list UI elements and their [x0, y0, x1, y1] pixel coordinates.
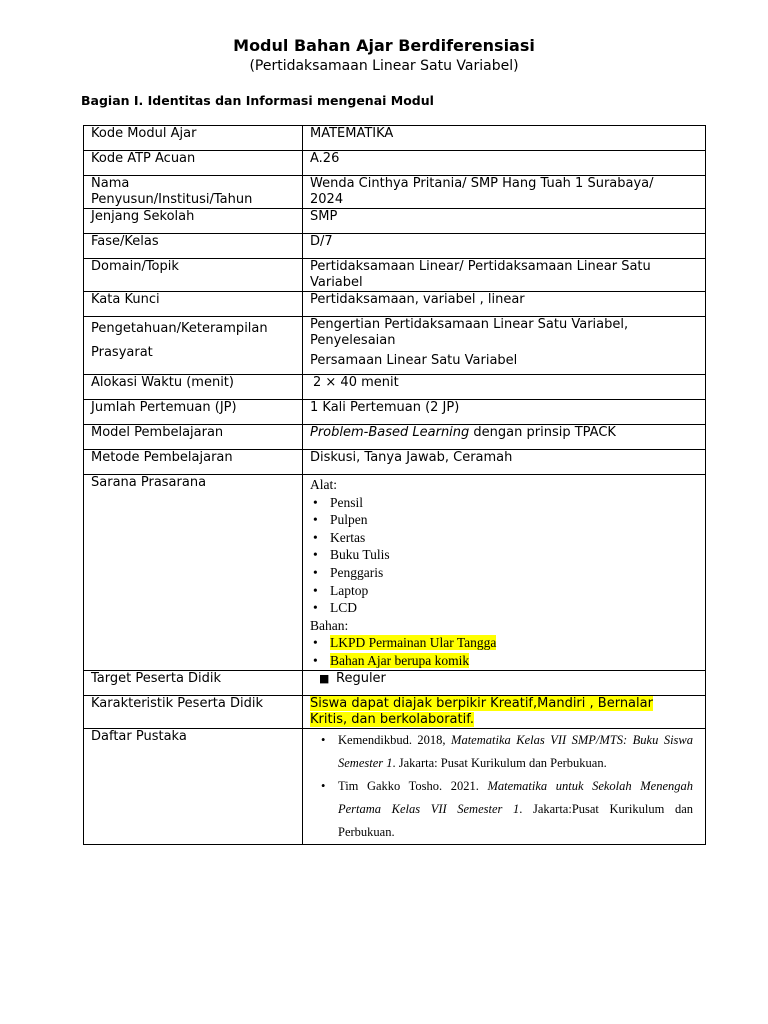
table-row — [84, 375, 706, 400]
label-line: Nama — [91, 176, 130, 191]
table-row — [84, 234, 706, 259]
row-value: 2 × 40 menit — [303, 375, 706, 400]
table-row — [84, 176, 706, 209]
table-row — [84, 317, 706, 375]
row-value: MATEMATIKA — [303, 126, 706, 151]
document-subtitle: (Pertidaksamaan Linear Satu Variabel) — [249, 58, 519, 74]
model-rest: dengan prinsip TPACK — [469, 425, 616, 440]
row-value: A.26 — [303, 151, 706, 176]
table-row — [84, 400, 706, 425]
list-item — [330, 652, 698, 670]
table-row — [84, 450, 706, 475]
alat-list — [310, 494, 698, 617]
highlighted-text: LKPD Permainan Ular Tangga — [330, 635, 497, 651]
section-heading: Bagian I. Identitas dan Informasi mengenai Modul — [81, 93, 434, 108]
row-value: Diskusi, Tanya Jawab, Ceramah — [303, 450, 706, 475]
ref-title: Matematika untuk Sekolah Menengah Pertama Kelas VII Semester 1 — [338, 778, 693, 816]
label-line: Prasyarat — [91, 345, 153, 360]
row-label: Daftar Pustaka — [84, 728, 303, 844]
value-line: Penyelesaian — [310, 333, 396, 348]
reference-item — [338, 729, 693, 775]
row-value: 1 Kali Pertemuan (2 JP) — [303, 400, 706, 425]
table-row — [84, 259, 706, 292]
row-value — [303, 259, 706, 292]
table-row — [84, 695, 706, 728]
row-label: Metode Pembelajaran — [84, 450, 303, 475]
row-label: Jenjang Sekolah — [84, 209, 303, 234]
row-value: SMP — [303, 209, 706, 234]
row-label: Sarana Prasarana — [84, 475, 303, 671]
ref-author: Kemendikbud. 2018, — [338, 732, 452, 747]
list-item: • Pensil — [330, 494, 698, 512]
row-value: D/7 — [303, 234, 706, 259]
value-line: Variabel — [310, 275, 363, 290]
row-value — [303, 728, 706, 844]
row-label: Karakteristik Peserta Didik — [84, 695, 303, 728]
row-value — [303, 317, 706, 375]
row-value — [303, 475, 706, 671]
ref-author: Tim Gakko Tosho. 2021. — [338, 778, 488, 793]
list-item: • Kertas — [330, 529, 698, 547]
row-label: Target Peserta Didik — [84, 670, 303, 695]
value-line: Wenda Cinthya Pritania/ SMP Hang Tuah 1 Surabaya/ — [310, 176, 654, 191]
row-value — [303, 695, 706, 728]
list-item: • Buku Tulis — [330, 546, 698, 564]
reference-item — [338, 775, 693, 844]
bahan-list — [310, 634, 698, 669]
ref-title: Matematika Kelas VII SMP/MTS: Buku Siswa Semester 1 — [338, 732, 694, 770]
row-label: Kode Modul Ajar — [84, 126, 303, 151]
table-row — [84, 425, 706, 450]
highlighted-text: Kritis, dan berkolaboratif. — [310, 711, 474, 727]
list-item: • Pulpen — [330, 511, 698, 529]
row-label: Kata Kunci — [84, 292, 303, 317]
value-line: Pengertian Pertidaksamaan Linear Satu Variabel, — [310, 317, 629, 332]
list-item: • Penggaris — [330, 564, 698, 582]
row-value — [303, 176, 706, 209]
value-line: Pertidaksamaan Linear/ Pertidaksamaan Linear Satu — [310, 259, 651, 274]
label-line: Pengetahuan/Keterampilan — [91, 321, 268, 336]
row-label: Jumlah Pertemuan (JP) — [84, 400, 303, 425]
table-row — [84, 151, 706, 176]
table-row — [84, 209, 706, 234]
row-value: Pertidaksamaan, variabel , linear — [303, 292, 706, 317]
highlighted-text: Siswa dapat diajak berpikir Kreatif,Mandiri , Bernalar — [310, 695, 653, 711]
value-line: Persamaan Linear Satu Variabel — [310, 353, 518, 368]
list-item: • LCD — [330, 599, 698, 617]
table-row — [84, 126, 706, 151]
alat-heading: Alat: — [310, 477, 337, 492]
row-label: Domain/Topik — [84, 259, 303, 292]
document-title: Modul Bahan Ajar Berdiferensiasi — [233, 36, 535, 55]
row-label: Fase/Kelas — [84, 234, 303, 259]
ref-publisher: . Jakarta: Pusat Kurikulum dan Perbukuan. — [392, 755, 607, 770]
row-label: Kode ATP Acuan — [84, 151, 303, 176]
ref-publisher: . Jakarta:Pusat Kurikulum dan Perbukuan. — [338, 801, 693, 839]
bahan-heading: Bahan: — [310, 617, 349, 633]
reference-list — [310, 729, 693, 844]
target-list — [310, 671, 698, 687]
list-item: ■ Reguler — [336, 671, 698, 687]
row-label — [84, 317, 303, 375]
model-italic: Problem-Based Learning — [310, 425, 470, 440]
module-identity-table — [83, 125, 706, 845]
table-row — [84, 475, 706, 671]
list-item — [330, 634, 698, 652]
row-label: Alokasi Waktu (menit) — [84, 375, 303, 400]
table-row — [84, 728, 706, 844]
row-value — [303, 670, 706, 695]
label-line: Penyusun/Institusi/Tahun — [91, 192, 253, 207]
value-line: 2024 — [310, 192, 344, 207]
list-item: • Laptop — [330, 582, 698, 600]
row-label: Model Pembelajaran — [84, 425, 303, 450]
row-label — [84, 176, 303, 209]
highlighted-text: Bahan Ajar berupa komik — [330, 652, 470, 668]
table-row — [84, 670, 706, 695]
row-value — [303, 425, 706, 450]
table-row — [84, 292, 706, 317]
